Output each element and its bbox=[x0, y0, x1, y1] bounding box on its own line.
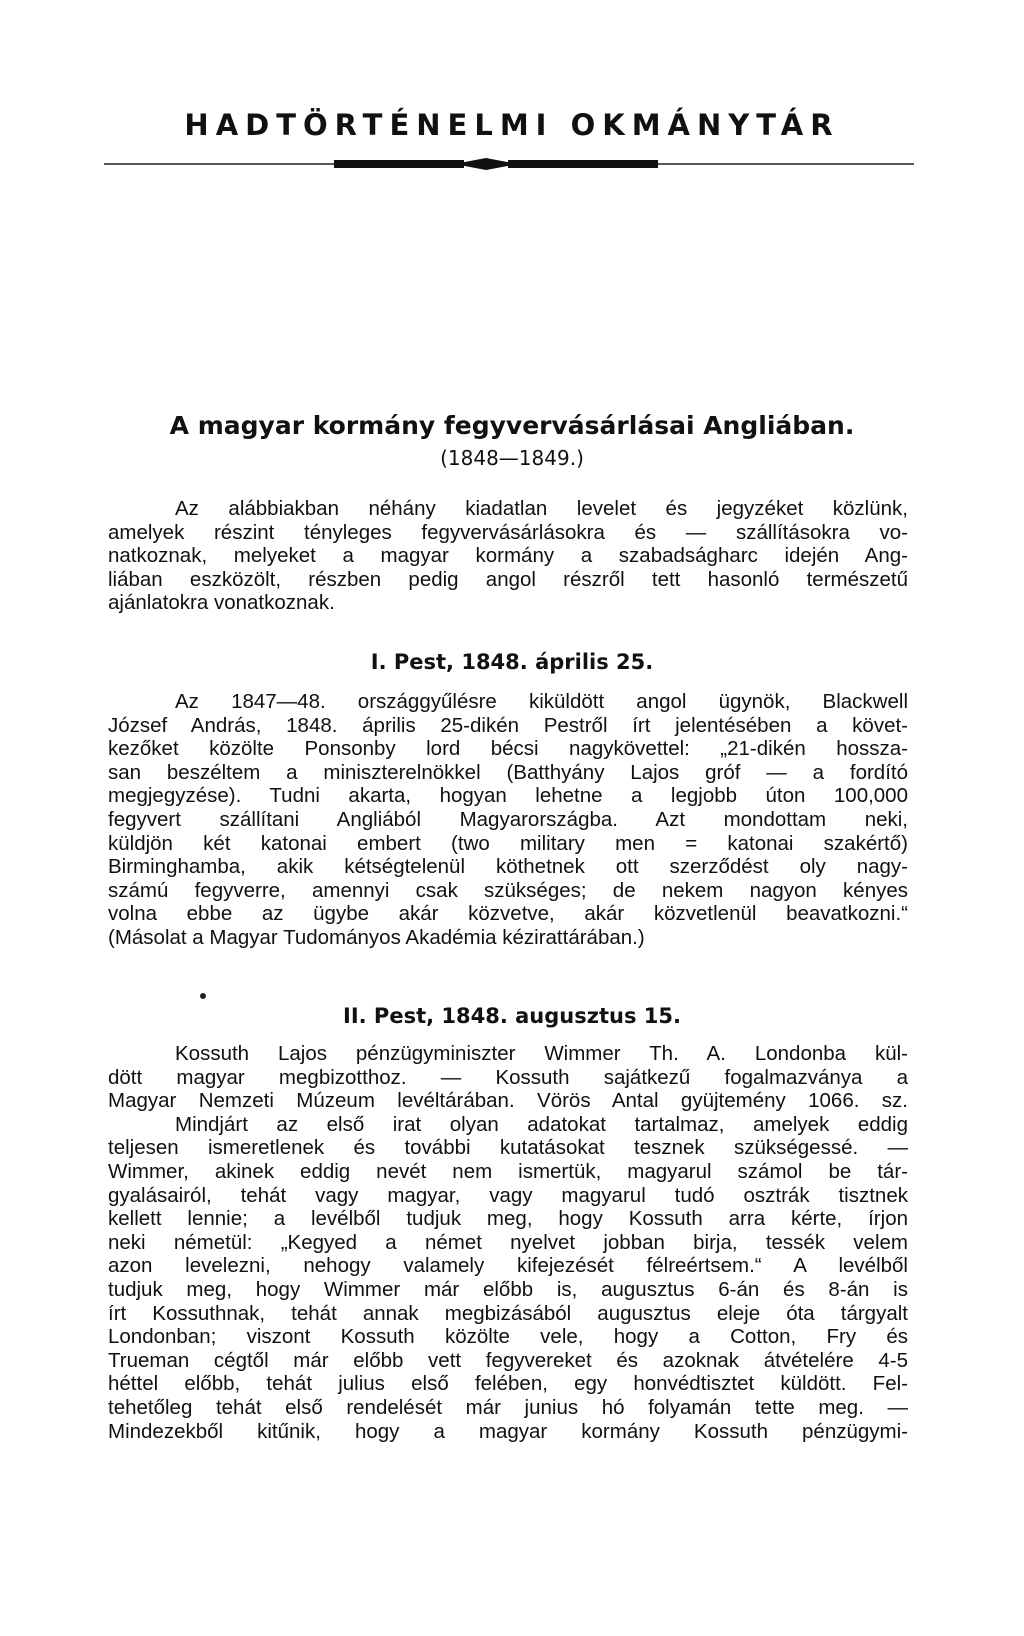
text-line: dött magyar megbizotthoz. — Kossuth sajátkezű fogalmazványa a bbox=[108, 1065, 908, 1089]
text-line: Kossuth Lajos pénzügyminiszter Wimmer Th. A. Londonba kül- bbox=[175, 1042, 908, 1065]
text-line: fegyvert szállítani Angliából Magyarországba. Azt mondottam neki, bbox=[108, 807, 908, 831]
text-line: tudjuk meg, hogy Wimmer már előbb is, augusztus 6-án és 8-án is bbox=[108, 1277, 908, 1301]
text-line: san beszéltem a miniszterelnökkel (Batthyány Lajos gróf — a fordító bbox=[108, 760, 908, 784]
section-heading-2: II. Pest, 1848. augusztus 15. bbox=[343, 1004, 681, 1028]
journal-title: HADTÖRTÉNELMI OKMÁNYTÁR bbox=[184, 108, 840, 142]
header-ornamental-rule bbox=[104, 157, 914, 171]
text-line: Londonban; viszont Kossuth közölte vele, hogy a Cotton, Fry és bbox=[108, 1325, 908, 1349]
print-speck bbox=[200, 993, 206, 999]
text-line: amelyek részint tényleges fegyvervásárlásokra és — szállításokra vo- bbox=[108, 520, 908, 544]
text-line: Magyar Nemzeti Múzeum levéltárában. Vörös Antal gyüjtemény 1066. sz. bbox=[108, 1089, 908, 1113]
text-line: kellett lennie; a levélből tudjuk meg, hogy Kossuth arra kérte, írjon bbox=[108, 1207, 908, 1231]
article-title: A magyar kormány fegyvervásárlásai Angliában. bbox=[169, 411, 855, 440]
text-line: héttel előbb, tehát julius első felében, egy honvédtisztet küldött. Fel- bbox=[108, 1372, 908, 1396]
text-line: natkoznak, melyeket a magyar kormány a szabadságharc idején Ang- bbox=[108, 544, 908, 568]
section-heading-1: I. Pest, 1848. április 25. bbox=[370, 650, 654, 674]
text-line: tehetőleg tehát első rendelését már junius hó folyamán tette meg. — bbox=[108, 1395, 908, 1419]
text-line: számú fegyverre, amennyi csak szükséges; de nekem nagyon kényes bbox=[108, 878, 908, 902]
section-1-body bbox=[108, 690, 908, 950]
section-2-body bbox=[108, 1042, 908, 1443]
text-line: (Másolat a Magyar Tudományos Akadémia kézirattárában.) bbox=[108, 925, 645, 949]
text-line: volna ebbe az ügybe akár közvetve, akár közvetlenül beavatkozni.“ bbox=[108, 902, 908, 926]
text-line: liában eszközölt, részben pedig angol részről tett hasonló természetű bbox=[108, 567, 908, 591]
text-line: Az 1847—48. országgyűlésre kiküldött angol ügynök, Blackwell bbox=[175, 690, 908, 713]
text-line: Az alábbiakban néhány kiadatlan levelet és jegyzéket közlünk, bbox=[175, 497, 908, 520]
text-line: megjegyzése). Tudni akarta, hogyan lehetne a legjobb úton 100,000 bbox=[108, 784, 908, 808]
text-line: Mindezekből kitűnik, hogy a magyar kormány Kossuth pénzügymi- bbox=[108, 1419, 908, 1443]
text-line: ajánlatokra vonatkoznak. bbox=[108, 591, 335, 615]
text-line: azon levelezni, nehogy valamely kifejezését félreértsem.“ A levélből bbox=[108, 1254, 908, 1278]
text-line: Wimmer, akinek eddig nevét nem ismertük, magyarul számol be tár- bbox=[108, 1159, 908, 1183]
article-date-range: (1848—1849.) bbox=[440, 446, 584, 470]
text-line: Trueman cégtől már előbb vett fegyvereket és azoknak átvételére 4-5 bbox=[108, 1348, 908, 1372]
text-line: József András, 1848. április 25-dikén Pestről írt jelentésében a követ- bbox=[108, 713, 908, 737]
text-line: Mindjárt az első irat olyan adatokat tartalmaz, amelyek eddig bbox=[175, 1112, 908, 1136]
text-line: gyalásairól, tehát vagy magyar, vagy magyarul tudó osztrák tisztnek bbox=[108, 1183, 908, 1207]
text-line: teljesen ismeretlenek és további kutatásokat tesznek szükségessé. — bbox=[108, 1136, 908, 1160]
text-line: írt Kossuthnak, tehát annak megbizásából augusztus eleje óta tárgyalt bbox=[108, 1301, 908, 1325]
text-line: neki németül: „Kegyed a német nyelvet jobban birja, tessék velem bbox=[108, 1230, 908, 1254]
text-line: Birminghamba, akik kétségtelenül köthetnek ott szerződést oly nagy- bbox=[108, 855, 908, 879]
text-line: kezőket közölte Ponsonby lord bécsi nagykövettel: „21-dikén hossza- bbox=[108, 737, 908, 761]
text-line: küldjön két katonai embert (two military men = katonai szakértő) bbox=[108, 831, 908, 855]
intro-paragraph bbox=[108, 497, 908, 615]
